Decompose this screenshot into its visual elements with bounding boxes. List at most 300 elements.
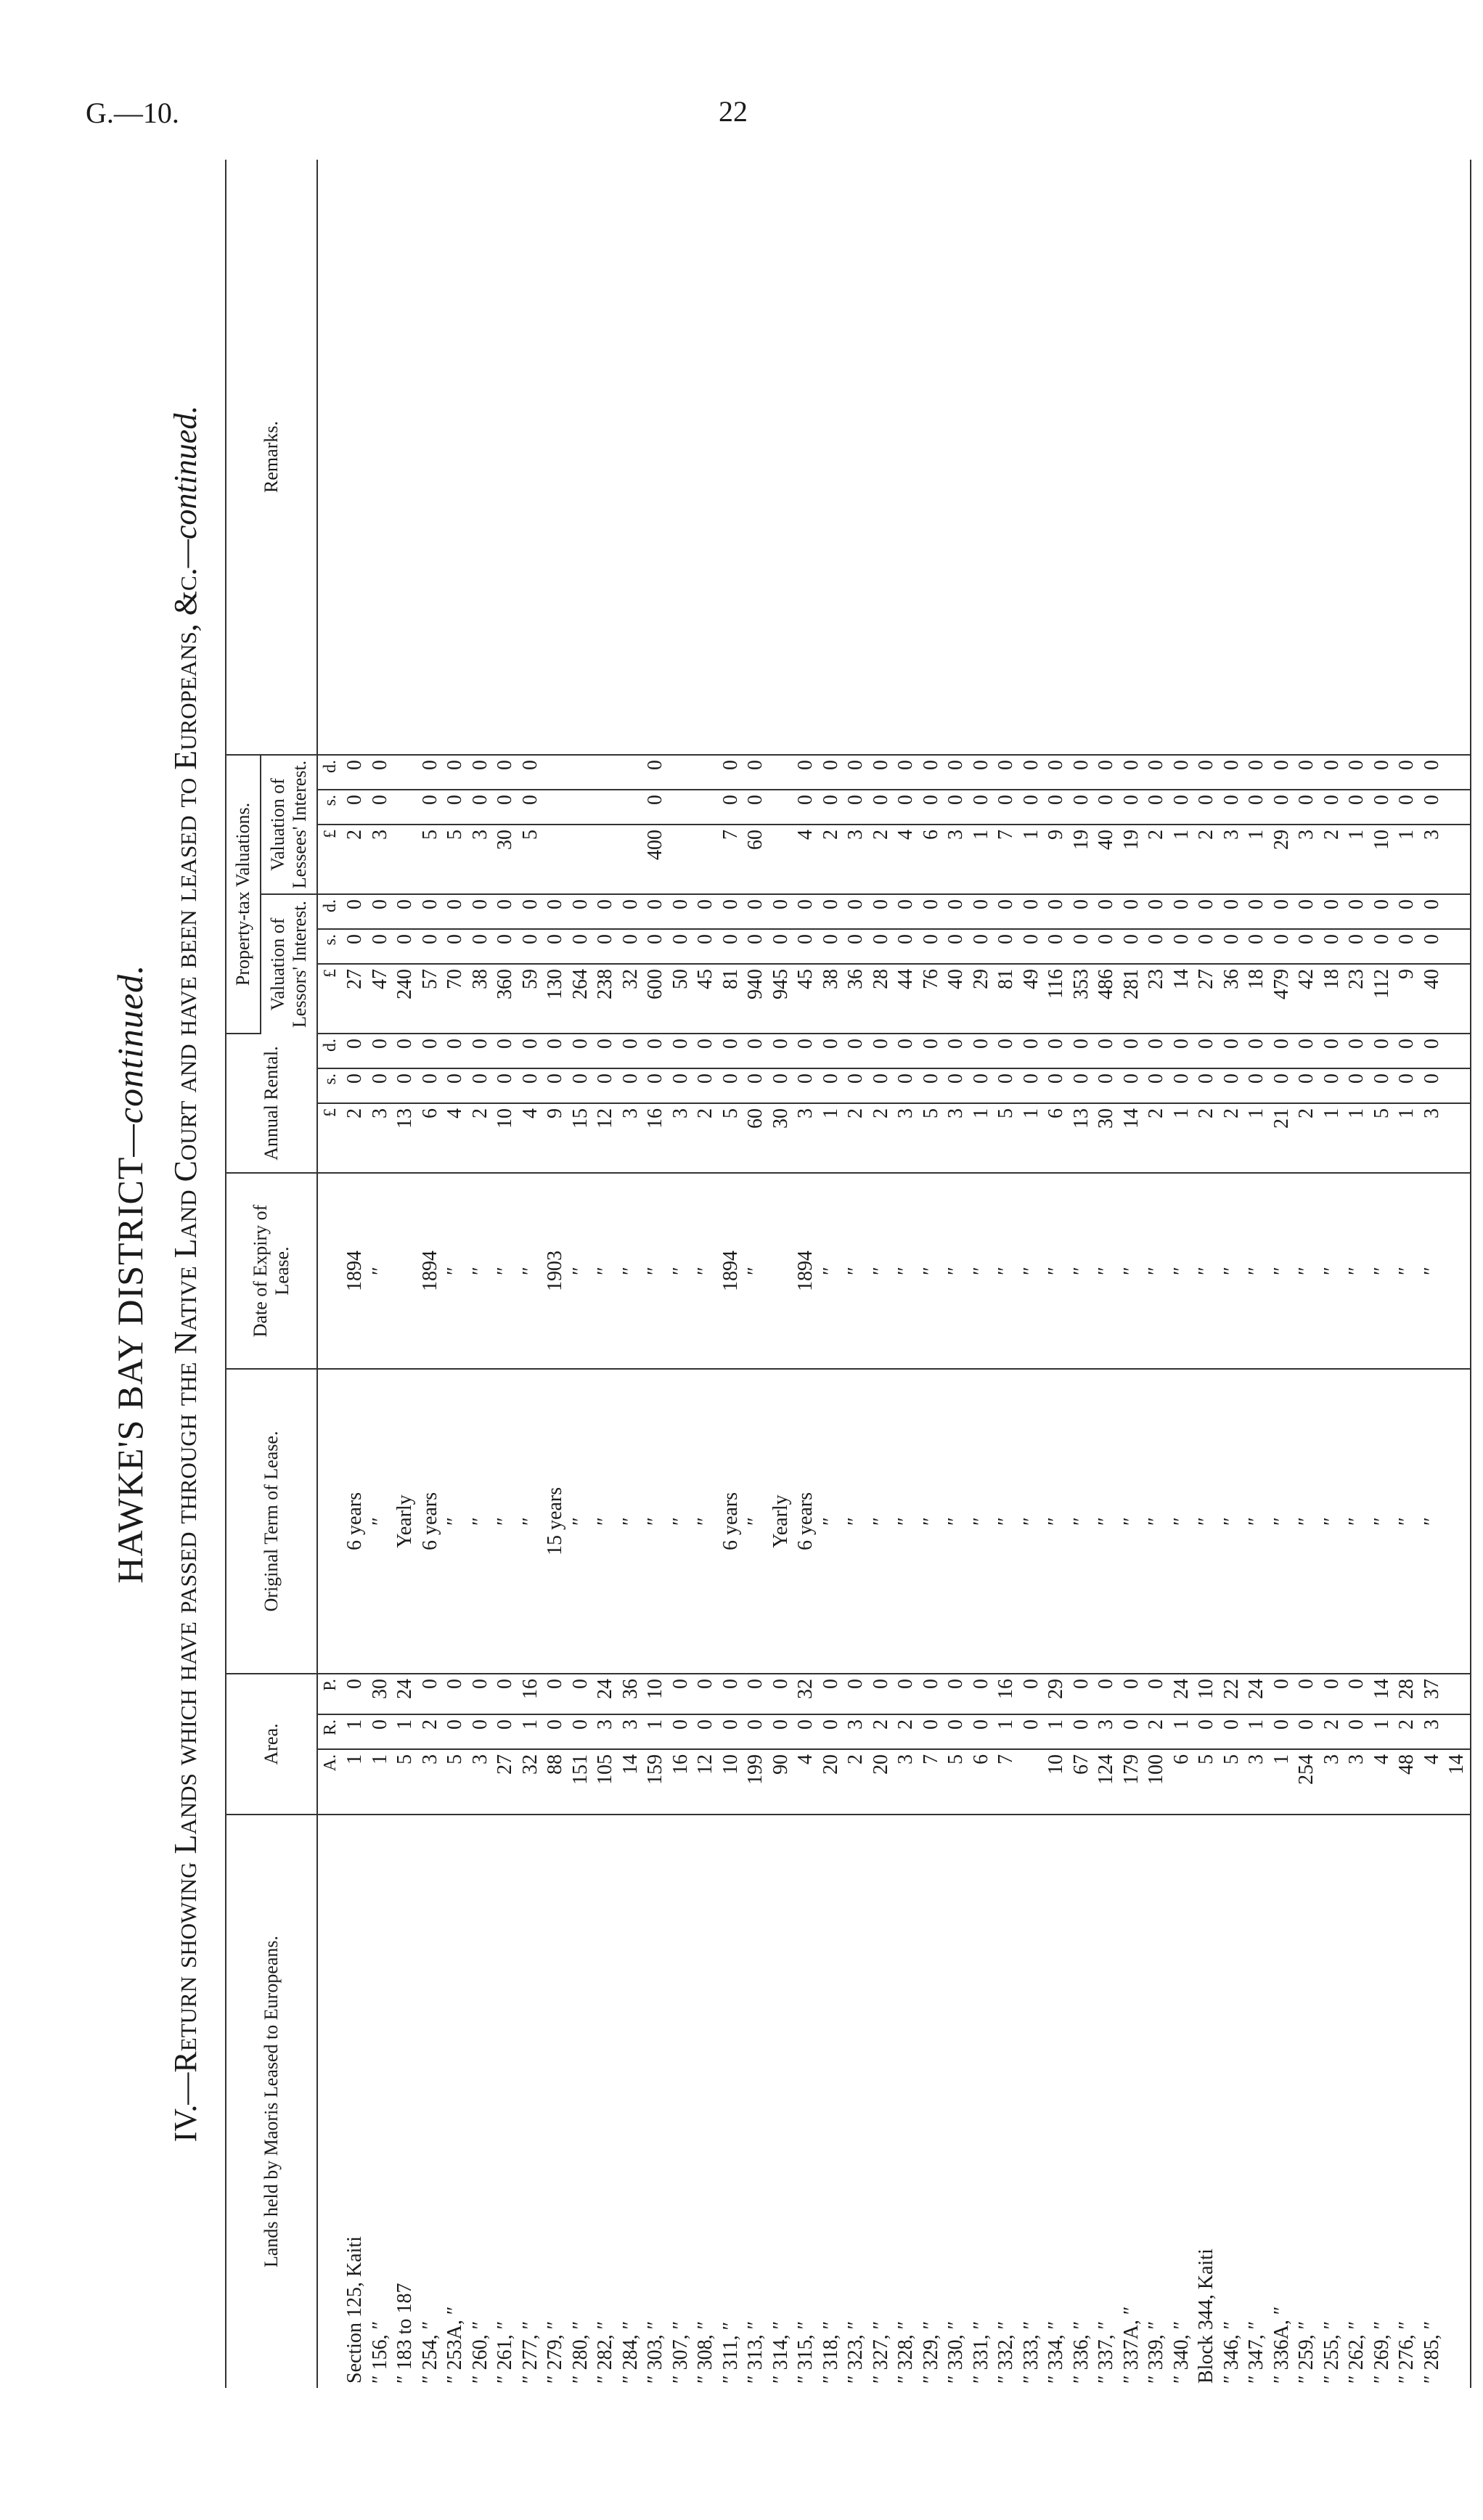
- table-row: [1169, 160, 1195, 2388]
- cell-lessees-shillings: 0: [719, 790, 744, 825]
- cell-perches: 0: [669, 1674, 694, 1714]
- cell-lessors-pence: 0: [368, 894, 393, 929]
- cell-lessors-shillings: 0: [468, 929, 494, 964]
- table-row: [769, 160, 794, 2388]
- table-row: [1320, 160, 1345, 2388]
- cell-land: ″ 285, ″: [1420, 2320, 1443, 2384]
- cell-roods: 0: [1119, 1714, 1145, 1749]
- cell-roods: 0: [793, 1714, 819, 1749]
- cell-rental-shillings: 0: [1119, 1068, 1145, 1103]
- cell-land: ″ 313, ″: [744, 2320, 767, 2384]
- cell-land: ″ 311, ″: [719, 2321, 742, 2384]
- cell-land: ″ 328, ″: [894, 2320, 918, 2384]
- cell-lessors-pounds: [1445, 964, 1471, 1034]
- cell-lessees-shillings: [669, 790, 694, 825]
- cell-lessors-pounds: 81: [719, 964, 744, 1034]
- cell-lessees-pence: 0: [643, 755, 669, 790]
- cell-perches: 0: [869, 1674, 894, 1714]
- district-title: [109, 160, 151, 2388]
- cell-rental-pence: 0: [543, 1034, 568, 1068]
- cell-term: ″: [1270, 1369, 1295, 1674]
- cell-remarks: [543, 160, 568, 755]
- cell-rental-shillings: 0: [769, 1068, 794, 1103]
- cell-remarks: [1019, 160, 1045, 755]
- cell-rental-shillings: 0: [919, 1068, 944, 1103]
- cell-term: ″: [593, 1369, 618, 1674]
- cell-acres: 105: [593, 1749, 618, 1815]
- cell-lessors-pence: 0: [443, 894, 468, 929]
- table-row: [568, 160, 594, 2388]
- cell-rental-pence: 0: [518, 1034, 544, 1068]
- cell-rental-pounds: 5: [919, 1103, 944, 1173]
- cell-rental-shillings: 0: [1244, 1068, 1270, 1103]
- cell-perches: 10: [1194, 1674, 1220, 1714]
- table-row: [418, 160, 444, 2388]
- cell-remarks: [669, 160, 694, 755]
- cell-acres: 5: [944, 1749, 969, 1815]
- cell-lessees-pounds: 30: [493, 825, 518, 894]
- cell-term: ″: [944, 1369, 969, 1674]
- cell-lessors-shillings: 0: [543, 929, 568, 964]
- cell-term: ″: [518, 1369, 544, 1674]
- cell-lessees-pence: 0: [1344, 755, 1370, 790]
- table-row: [1069, 160, 1095, 2388]
- cell-lessees-pounds: 10: [1370, 825, 1395, 894]
- cell-rental-shillings: 0: [669, 1068, 694, 1103]
- cell-lessees-shillings: [593, 790, 618, 825]
- cell-acres: 88: [543, 1749, 568, 1815]
- cell-remarks: [1094, 160, 1119, 755]
- cell-lessors-shillings: 0: [493, 929, 518, 964]
- cell-lessors-shillings: 0: [593, 929, 618, 964]
- cell-lessees-pence: [669, 755, 694, 790]
- cell-lessors-pounds: 29: [969, 964, 994, 1034]
- cell-perches: 0: [1344, 1674, 1370, 1714]
- cell-lessees-pounds: [593, 825, 618, 894]
- cell-lessors-shillings: 0: [1044, 929, 1069, 964]
- cell-perches: 28: [1394, 1674, 1420, 1714]
- cell-lessees-shillings: 0: [869, 790, 894, 825]
- cell-acres: 159: [643, 1749, 669, 1815]
- cell-remarks: [1194, 160, 1220, 755]
- cell-lessees-pounds: 19: [1119, 825, 1145, 894]
- cell-lessors-pence: 0: [468, 894, 494, 929]
- cell-roods: 0: [543, 1714, 568, 1749]
- cell-lessees-pounds: 2: [1194, 825, 1220, 894]
- cell-rental-pounds: 14: [1119, 1103, 1145, 1173]
- cell-lessees-pence: 0: [1370, 755, 1395, 790]
- cell-lessees-pounds: 2: [343, 825, 368, 894]
- cell-expiry: ″: [518, 1173, 544, 1369]
- cell-rental-pence: [1445, 1034, 1471, 1068]
- cell-lessors-pounds: 38: [819, 964, 844, 1034]
- cell-lessees-pence: 0: [468, 755, 494, 790]
- cell-term: ″: [1094, 1369, 1119, 1674]
- header-row: [226, 160, 261, 2388]
- cell-rental-pounds: 3: [1420, 1103, 1445, 1173]
- cell-rental-pounds: 3: [669, 1103, 694, 1173]
- cell-rental-pence: 0: [1294, 1034, 1320, 1068]
- cell-lessees-pounds: 1: [1019, 825, 1045, 894]
- cell-expiry: ″: [1044, 1173, 1069, 1369]
- table-row: [1420, 160, 1445, 2388]
- table-row: [1294, 160, 1320, 2388]
- cell-rental-shillings: 0: [1420, 1068, 1445, 1103]
- cell-land: ″ 308, ″: [694, 2320, 717, 2384]
- cell-roods: 0: [969, 1714, 994, 1749]
- cell-lessees-pence: 0: [343, 755, 368, 790]
- cell-acres: 5: [443, 1749, 468, 1815]
- cell-lessees-pounds: 1: [1244, 825, 1270, 894]
- cell-acres: 5: [1220, 1749, 1245, 1815]
- cell-rental-shillings: 0: [693, 1068, 719, 1103]
- cell-expiry: ″: [1169, 1173, 1195, 1369]
- table-row: [368, 160, 393, 2388]
- cell-lessees-pence: 0: [518, 755, 544, 790]
- cell-rental-pence: 0: [1420, 1034, 1445, 1068]
- cell-expiry: ″: [1394, 1173, 1420, 1369]
- cell-lessors-pounds: 18: [1244, 964, 1270, 1034]
- cell-acres: 2: [843, 1749, 869, 1815]
- cell-lessees-pounds: [393, 825, 418, 894]
- cell-lessees-pence: 0: [1019, 755, 1045, 790]
- cell-term: ″: [1144, 1369, 1169, 1674]
- cell-expiry: ″: [669, 1173, 694, 1369]
- cell-lessees-pence: 0: [1294, 755, 1320, 790]
- cell-perches: 24: [593, 1674, 618, 1714]
- cell-lessees-shillings: [1445, 790, 1471, 825]
- cell-lessors-pounds: 42: [1294, 964, 1320, 1034]
- col-lessors: Valuation of Lessors' Interest.: [261, 894, 317, 1034]
- cell-lessees-shillings: [693, 790, 719, 825]
- cell-land: Block 344, Kaiti: [1195, 2249, 1218, 2384]
- cell-lessors-pence: 0: [894, 894, 919, 929]
- cell-land: ″ 303, ″: [644, 2320, 667, 2384]
- cell-lessors-shillings: 0: [443, 929, 468, 964]
- cell-lessors-shillings: 0: [1394, 929, 1420, 964]
- cell-expiry: 1894: [418, 1173, 444, 1369]
- cell-lessees-pence: 0: [1270, 755, 1295, 790]
- cell-remarks: [719, 160, 744, 755]
- cell-rental-shillings: 0: [1220, 1068, 1245, 1103]
- cell-land: ″ 261, ″: [494, 2320, 517, 2384]
- cell-land: ″ 307, ″: [669, 2320, 692, 2384]
- cell-lessors-shillings: 0: [919, 929, 944, 964]
- cell-lessees-pounds: 4: [793, 825, 819, 894]
- table-row: [693, 160, 719, 2388]
- cell-lessors-pence: 0: [843, 894, 869, 929]
- cell-rental-shillings: 0: [1019, 1068, 1045, 1103]
- cell-rental-pence: 0: [368, 1034, 393, 1068]
- cell-lessees-pence: [693, 755, 719, 790]
- cell-lessors-pounds: 479: [1270, 964, 1295, 1034]
- cell-lessors-pence: 0: [743, 894, 769, 929]
- cell-perches: 0: [493, 1674, 518, 1714]
- cell-land: ″ 330, ″: [944, 2320, 968, 2384]
- cell-rental-pounds: 1: [1244, 1103, 1270, 1173]
- unit-shillings: s.: [317, 1068, 343, 1103]
- cell-land: ″ 277, ″: [518, 2320, 542, 2384]
- cell-lessors-pence: 0: [969, 894, 994, 929]
- cell-lessors-pounds: 76: [919, 964, 944, 1034]
- cell-rental-pence: 0: [1094, 1034, 1119, 1068]
- cell-term: ″: [368, 1369, 393, 1674]
- cell-rental-pence: 0: [969, 1034, 994, 1068]
- cell-lessors-pounds: 44: [894, 964, 919, 1034]
- cell-rental-pence: 0: [819, 1034, 844, 1068]
- cell-lessors-shillings: 0: [719, 929, 744, 964]
- cell-rental-shillings: 0: [493, 1068, 518, 1103]
- cell-lessees-shillings: 0: [1344, 790, 1370, 825]
- cell-lessees-pounds: 4: [894, 825, 919, 894]
- cell-rental-pence: 0: [393, 1034, 418, 1068]
- cell-lessors-shillings: 0: [944, 929, 969, 964]
- cell-lessees-pence: 0: [1394, 755, 1420, 790]
- cell-roods: 3: [1420, 1714, 1445, 1749]
- cell-term: ″: [1344, 1369, 1370, 1674]
- cell-rental-shillings: 0: [643, 1068, 669, 1103]
- cell-roods: 1: [518, 1714, 544, 1749]
- cell-lessors-pounds: 353: [1069, 964, 1095, 1034]
- cell-rental-pence: 0: [769, 1034, 794, 1068]
- cell-remarks: [368, 160, 393, 755]
- cell-perches: 0: [343, 1674, 368, 1714]
- cell-rental-pounds: 1: [969, 1103, 994, 1173]
- cell-expiry: ″: [969, 1173, 994, 1369]
- cell-rental-pence: 0: [1270, 1034, 1295, 1068]
- cell-acres: 16: [669, 1749, 694, 1815]
- cell-rental-pence: 0: [343, 1034, 368, 1068]
- cell-lessors-pounds: 27: [343, 964, 368, 1034]
- cell-rental-pence: 0: [1244, 1034, 1270, 1068]
- cell-expiry: ″: [894, 1173, 919, 1369]
- cell-rental-pounds: 1: [819, 1103, 844, 1173]
- cell-rental-pence: 0: [493, 1034, 518, 1068]
- cell-acres: 179: [1119, 1749, 1145, 1815]
- cell-lessees-pounds: 7: [994, 825, 1019, 894]
- cell-remarks: [1344, 160, 1370, 755]
- cell-rental-pence: 0: [568, 1034, 594, 1068]
- cell-lessors-shillings: 0: [518, 929, 544, 964]
- cell-lessors-shillings: 0: [643, 929, 669, 964]
- unit-shillings: s.: [317, 790, 343, 825]
- cell-perches: 0: [919, 1674, 944, 1714]
- cell-expiry: ″: [1119, 1173, 1145, 1369]
- table-row: [919, 160, 944, 2388]
- cell-lessees-pence: 0: [1169, 755, 1195, 790]
- cell-remarks: [819, 160, 844, 755]
- cell-lessees-pence: 0: [368, 755, 393, 790]
- cell-remarks: [1044, 160, 1069, 755]
- cell-rental-shillings: 0: [1169, 1068, 1195, 1103]
- cell-lessors-pounds: 238: [593, 964, 618, 1034]
- cell-term: ″: [819, 1369, 844, 1674]
- cell-lessors-shillings: 0: [894, 929, 919, 964]
- cell-expiry: 1894: [343, 1173, 368, 1369]
- cell-lessors-pounds: 264: [568, 964, 594, 1034]
- cell-acres: 7: [994, 1749, 1019, 1815]
- cell-lessees-pence: 0: [743, 755, 769, 790]
- cell-remarks: [1119, 160, 1145, 755]
- cell-term: ″: [669, 1369, 694, 1674]
- cell-roods: 2: [1320, 1714, 1345, 1749]
- cell-remarks: [994, 160, 1019, 755]
- cell-lessees-pence: 0: [1119, 755, 1145, 790]
- cell-lessees-pounds: 2: [1144, 825, 1169, 894]
- cell-rental-pounds: 60: [743, 1103, 769, 1173]
- table-row: [819, 160, 844, 2388]
- cell-lessors-shillings: 0: [1420, 929, 1445, 964]
- table-row: [1394, 160, 1420, 2388]
- cell-acres: 20: [869, 1749, 894, 1815]
- cell-rental-shillings: 0: [994, 1068, 1019, 1103]
- table-row: [1370, 160, 1395, 2388]
- cell-land: ″ 280, ″: [568, 2320, 592, 2384]
- cell-lessees-pence: 0: [869, 755, 894, 790]
- cell-rental-pence: 0: [1069, 1034, 1095, 1068]
- cell-lessors-pounds: 27: [1194, 964, 1220, 1034]
- cell-roods: 0: [1194, 1714, 1220, 1749]
- cell-lessors-pence: 0: [1370, 894, 1395, 929]
- col-term: Original Term of Lease.: [226, 1369, 317, 1674]
- cell-remarks: [343, 160, 368, 755]
- table-row: [994, 160, 1019, 2388]
- cell-lessees-shillings: 0: [1220, 790, 1245, 825]
- cell-term: 6 years: [719, 1369, 744, 1674]
- cell-land: ″ 336, ″: [1069, 2320, 1092, 2384]
- cell-rental-shillings: 0: [393, 1068, 418, 1103]
- cell-expiry: ″: [1094, 1173, 1119, 1369]
- cell-lessees-pounds: [1445, 825, 1471, 894]
- cell-expiry: ″: [443, 1173, 468, 1369]
- cell-remarks: [869, 160, 894, 755]
- cell-term: ″: [869, 1369, 894, 1674]
- cell-term: Yearly: [393, 1369, 418, 1674]
- cell-rental-shillings: 0: [1394, 1068, 1420, 1103]
- cell-rental-pounds: 10: [493, 1103, 518, 1173]
- cell-lessees-pence: 0: [919, 755, 944, 790]
- cell-lessees-pounds: 3: [1420, 825, 1445, 894]
- cell-lessees-shillings: 0: [343, 790, 368, 825]
- cell-perches: 0: [1144, 1674, 1169, 1714]
- cell-lessees-pence: [543, 755, 568, 790]
- cell-rental-pounds: 13: [393, 1103, 418, 1173]
- cell-expiry: ″: [1420, 1173, 1445, 1369]
- cell-lessees-pence: 0: [719, 755, 744, 790]
- cell-roods: 0: [919, 1714, 944, 1749]
- cell-rental-shillings: 0: [869, 1068, 894, 1103]
- cell-acres: 3: [1244, 1749, 1270, 1815]
- cell-lessees-pounds: 2: [819, 825, 844, 894]
- cell-rental-shillings: 0: [1144, 1068, 1169, 1103]
- cell-rental-pence: 0: [944, 1034, 969, 1068]
- cell-rental-shillings: 0: [944, 1068, 969, 1103]
- cell-land: ″ 284, ″: [618, 2320, 642, 2384]
- cell-lessors-pence: 0: [1294, 894, 1320, 929]
- cell-perches: 0: [1094, 1674, 1119, 1714]
- cell-rental-pence: 0: [1370, 1034, 1395, 1068]
- cell-rental-pence: 0: [693, 1034, 719, 1068]
- cell-lessors-pounds: 45: [793, 964, 819, 1034]
- cell-lessors-pence: 0: [1019, 894, 1045, 929]
- cell-rental-pence: 0: [869, 1034, 894, 1068]
- cell-lessees-pounds: [669, 825, 694, 894]
- district-name: HAWKE'S BAY DISTRICT: [110, 1156, 150, 1584]
- cell-lessees-pounds: 1: [1344, 825, 1370, 894]
- cell-perches: 37: [1420, 1674, 1445, 1714]
- cell-lessors-pence: [1445, 894, 1471, 929]
- cell-term: ″: [919, 1369, 944, 1674]
- cell-lessees-pence: 0: [894, 755, 919, 790]
- cell-acres: 6: [969, 1749, 994, 1815]
- cell-rental-pounds: 9: [543, 1103, 568, 1173]
- table-row: [944, 160, 969, 2388]
- cell-lessees-shillings: 0: [1270, 790, 1295, 825]
- cell-lessees-shillings: 0: [1370, 790, 1395, 825]
- cell-remarks: [1069, 160, 1095, 755]
- cell-remarks: [1220, 160, 1245, 755]
- cell-roods: 0: [743, 1714, 769, 1749]
- cell-lessees-pounds: 1: [1169, 825, 1195, 894]
- cell-rental-pounds: 21: [1270, 1103, 1295, 1173]
- cell-lessees-pence: [568, 755, 594, 790]
- cell-rental-pence: 0: [618, 1034, 644, 1068]
- table-row: [1445, 160, 1471, 2388]
- cell-lessees-pounds: 5: [518, 825, 544, 894]
- table-row: [643, 160, 669, 2388]
- cell-roods: 0: [669, 1714, 694, 1749]
- cell-lessors-pence: 0: [1320, 894, 1345, 929]
- cell-remarks: [919, 160, 944, 755]
- cell-rental-shillings: 0: [1344, 1068, 1370, 1103]
- unit-shillings: s.: [317, 929, 343, 964]
- cell-lessors-pence: 0: [393, 894, 418, 929]
- cell-remarks: [743, 160, 769, 755]
- cell-perches: 0: [969, 1674, 994, 1714]
- unit-pounds: £: [317, 1103, 343, 1173]
- cell-rental-shillings: 0: [1320, 1068, 1345, 1103]
- cell-lessees-shillings: 0: [843, 790, 869, 825]
- cell-lessors-shillings: 0: [1344, 929, 1370, 964]
- table-row: [1220, 160, 1245, 2388]
- cell-acres: [1019, 1749, 1045, 1815]
- table-row: [468, 160, 494, 2388]
- cell-lessors-pounds: 59: [518, 964, 544, 1034]
- cell-lessees-pence: 0: [1044, 755, 1069, 790]
- cell-term: ″: [1119, 1369, 1145, 1674]
- document-id: G.—10.: [86, 97, 179, 129]
- subtitle-suffix: —continued.: [168, 405, 203, 568]
- cell-land: ″ 315, ″: [794, 2320, 817, 2384]
- cell-lessees-pounds: [769, 825, 794, 894]
- cell-perches: 0: [443, 1674, 468, 1714]
- cell-lessees-shillings: 0: [643, 790, 669, 825]
- cell-expiry: ″: [693, 1173, 719, 1369]
- cell-expiry: ″: [1320, 1173, 1345, 1369]
- cell-rental-pounds: 2: [693, 1103, 719, 1173]
- cell-perches: 29: [1044, 1674, 1069, 1714]
- cell-perches: 0: [894, 1674, 919, 1714]
- page-number: 22: [719, 95, 748, 128]
- cell-rental-pence: 0: [894, 1034, 919, 1068]
- cell-rental-pence: 0: [1144, 1034, 1169, 1068]
- cell-rental-pence: 0: [743, 1034, 769, 1068]
- cell-remarks: [1445, 160, 1471, 755]
- cell-perches: 24: [1244, 1674, 1270, 1714]
- table-row: [493, 160, 518, 2388]
- cell-remarks: [493, 160, 518, 755]
- cell-term: ″: [969, 1369, 994, 1674]
